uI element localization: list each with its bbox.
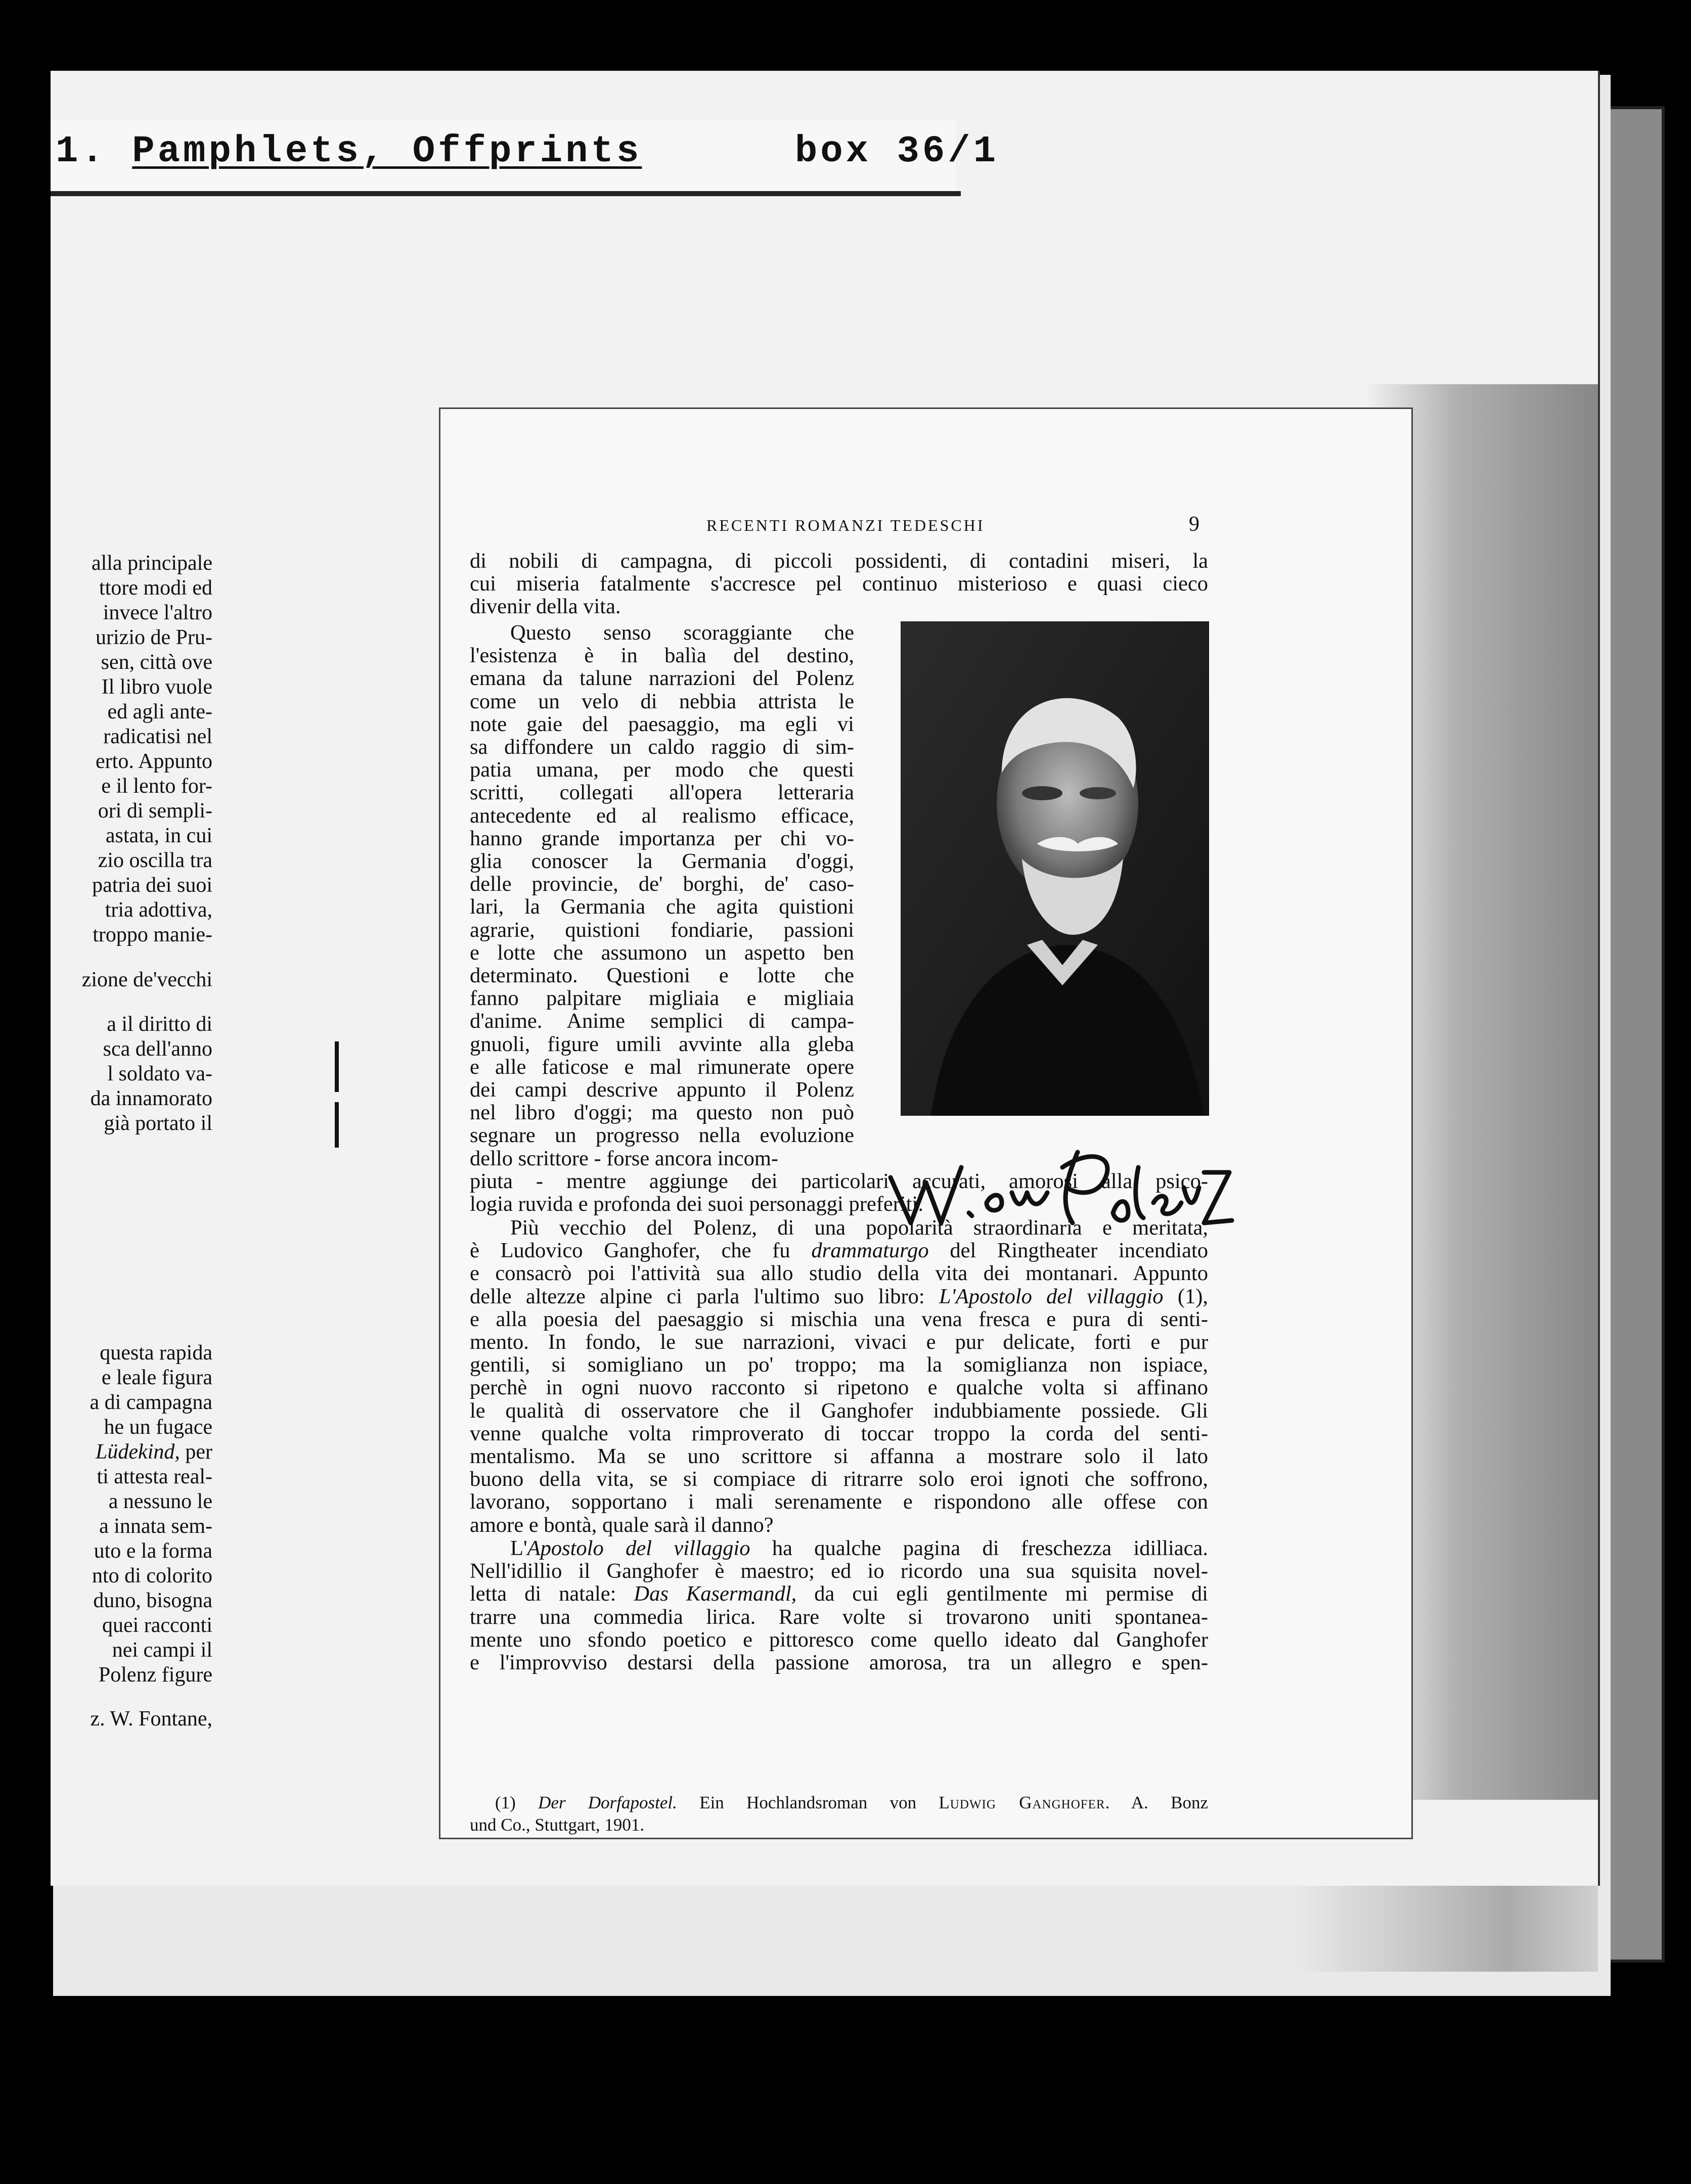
article-line: come un velo di nebbia attrista le (470, 689, 854, 713)
line-text: (1), (1163, 1284, 1209, 1308)
article-line (470, 1239, 1208, 1262)
article-line: delle provincie, de' borghi, de' caso- (470, 872, 854, 896)
line-text: e alla poesia del paesaggio si mischia una vena fresca e pura di senti- (470, 1307, 1208, 1331)
article-line (470, 1468, 1208, 1490)
previous-page-line: sca dell'anno (103, 1037, 212, 1061)
article-page (439, 407, 1413, 1839)
article-line: d'anime. Anime semplici di campa- (470, 1009, 854, 1033)
previous-page-line: e leale figura (101, 1366, 212, 1389)
article-line: e alle faticose e mal rimunerate opere (470, 1055, 854, 1079)
previous-page-line: uto e la forma (94, 1539, 212, 1563)
previous-page-line: già portato il (104, 1112, 212, 1135)
line-text: da cui egli gentilmente mi permise di (796, 1582, 1208, 1606)
article-line: logia ruvida e profonda dei suoi personaggi preferiti. (470, 1192, 923, 1216)
article-line: divenir della vita. (470, 595, 621, 619)
previous-page-line: astata, in cui (105, 824, 212, 847)
line-text: e consacrò poi l'attività sua allo studio della vita dei montanari. Appunto (470, 1261, 1208, 1286)
italic-title: Apostolo del villaggio (527, 1536, 750, 1560)
previous-page-line: nei campi il (112, 1639, 212, 1662)
italic-title: L'Apostolo del villaggio (939, 1284, 1164, 1308)
article-line: scritti, collegati all'opera letteraria (470, 781, 854, 805)
previous-page-line: he un fugace (104, 1416, 212, 1439)
article-line (470, 1353, 1208, 1376)
article-line: antecedente ed al realismo efficace, (470, 803, 854, 828)
article-line: segnare un progresso nella evoluzione (470, 1123, 854, 1148)
previous-page-line: nto di colorito (92, 1564, 212, 1587)
previous-page-line: duno, bisogna (93, 1589, 212, 1612)
article-line: l'esistenza è in balìa del destino, (470, 644, 854, 668)
article-line: emana da talune narrazioni del Polenz (470, 666, 854, 691)
previous-page-line: a il diritto di (107, 1013, 212, 1036)
previous-page-line: a di campagna (90, 1391, 212, 1414)
article-line: Questo senso scoraggiante che (510, 621, 854, 645)
article-line (470, 1445, 1208, 1468)
footnote-title: Der Dorfapostel. (538, 1793, 677, 1812)
line-text: è Ludovico Ganghofer, che fu (470, 1239, 812, 1263)
article-line (470, 1331, 1208, 1353)
line-text: ha qualche pagina di freschezza idilliaca. (750, 1536, 1208, 1560)
article-line (470, 1537, 1208, 1560)
label-rule (51, 191, 961, 196)
previous-page-line: erto. Appunto (96, 750, 212, 773)
article-line (470, 1376, 1208, 1399)
previous-page-line: ti attesta real- (97, 1465, 212, 1488)
previous-page-line: zione de'vecchi (81, 968, 212, 991)
previous-page-line: e il lento for- (101, 775, 212, 798)
box-label: box 36/1 (794, 130, 999, 173)
paragraph-3 (470, 1216, 1208, 1536)
previous-page-line: urizio de Pru- (96, 626, 212, 649)
article-line (470, 1560, 1208, 1582)
article-line: e lotte che assumono un aspetto ben (470, 940, 854, 965)
article-line: fanno palpitare migliaia e migliaia (470, 986, 854, 1011)
line-text: trarre una commedia lirica. Rare volte si trovarono uniti spontanea- (470, 1605, 1208, 1629)
article-line (470, 1628, 1208, 1651)
portrait-photo (901, 621, 1209, 1116)
paragraph-1 (470, 550, 1208, 618)
line-text: del Ringtheater incendiato (928, 1239, 1209, 1263)
previous-page-line: a innata sem- (99, 1515, 212, 1538)
article-line (470, 1262, 1208, 1285)
previous-page-line: l soldato va- (107, 1062, 212, 1085)
previous-page-line: a nessuno le (108, 1490, 212, 1513)
article-line (470, 1490, 1208, 1513)
previous-page-line: Il libro vuole (101, 675, 212, 699)
previous-page-line: troppo manie- (93, 923, 212, 946)
article-line (470, 1514, 1208, 1536)
series-title: Pamphlets, Offprints (132, 130, 642, 173)
previous-page-line: da innamorato (90, 1087, 212, 1110)
previous-page-column (51, 551, 212, 1866)
paragraph-2 (470, 621, 854, 1170)
line-text: le qualità di osservatore che il Ganghofer indubbiamente possiede. Gli (470, 1398, 1208, 1423)
article-line (470, 1582, 1208, 1605)
previous-page-line: zio oscilla tra (98, 849, 212, 872)
footnote-text: Ein Hochlandsroman von (677, 1793, 939, 1812)
line-text: Nell'idillio il Ganghofer è maestro; ed io ricordo una sua squisita novel- (470, 1559, 1208, 1583)
previous-page-line: patria dei suoi (92, 874, 212, 897)
article-line (470, 1308, 1208, 1331)
footnote-text: (1) (495, 1793, 539, 1812)
line-text: buono della vita, se si compiace di ritrarre solo eroi ignoti che soffrono, (470, 1467, 1208, 1491)
line-text: delle altezze alpine ci parla l'ultimo suo libro: (470, 1284, 940, 1308)
article-line: di nobili di campagna, di piccoli possidenti, di contadini miseri, la (470, 549, 1208, 573)
italic-title: drammaturgo (811, 1239, 929, 1263)
line-text: mento. In fondo, le sue narrazioni, vivaci e pur delicate, forti e pur (470, 1330, 1208, 1354)
previous-page-line: quei racconti (102, 1614, 212, 1637)
previous-page-line: sen, città ove (101, 651, 212, 674)
article-line: lari, la Germania che agita quistioni (470, 895, 854, 919)
series-number: 1. (56, 130, 107, 173)
article-line (470, 1606, 1208, 1628)
previous-page-line: ttore modi ed (99, 576, 212, 600)
article-line: agrarie, quistioni fondiarie, passioni (470, 918, 854, 942)
article-line: gnuoli, figure umili avvinte alla gleba (470, 1032, 854, 1056)
article-line (470, 1399, 1208, 1422)
footnote-line: und Co., Stuttgart, 1901. (470, 1815, 645, 1835)
paragraph-4 (470, 1537, 1208, 1674)
article-line: piuta - mentre aggiunge dei particolari accurati, amorosi alla psico- (470, 1169, 1208, 1193)
footnote-author: Ludwig Ganghofer (939, 1793, 1105, 1812)
article-line: glia conoscer la Germania d'oggi, (470, 849, 854, 874)
article-line (470, 1216, 1208, 1239)
line-text: lavorano, sopportano i mali serenamente e rispondono alle offese con (470, 1490, 1208, 1514)
line-text: mente uno sfondo poetico e pittoresco come quello ideato dal Ganghofer (470, 1627, 1208, 1652)
previous-page-line: ori di sempli- (98, 799, 212, 823)
footnote-text: . A. Bonz (1105, 1793, 1208, 1812)
line-text: gentili, si somigliano un po' troppo; ma la somiglianza non ispiace, (470, 1353, 1208, 1377)
italic-title: Das Kasermandl, (634, 1582, 797, 1606)
line-text: Più vecchio del Polenz, di una popolarità straordinaria e meritata, (510, 1216, 1208, 1240)
previous-page-line: invece l'altro (103, 601, 212, 624)
line-text: letta di natale: (470, 1582, 634, 1606)
previous-page-line: radicatisi nel (103, 725, 212, 748)
line-text: mentalismo. Ma se uno scrittore si affanna a mostrare solo il lato (470, 1444, 1208, 1469)
previous-page-line: z. W. Fontane, (90, 1707, 212, 1731)
article-line (470, 1285, 1208, 1308)
footnote-line (470, 1792, 1208, 1814)
line-text: e l'improvviso destarsi della passione amorosa, tra un allegro e spen- (470, 1651, 1208, 1675)
article-line: dei campi descrive appunto il Polenz (470, 1078, 854, 1102)
archive-label-text (56, 130, 999, 173)
previous-page-line: ed agli ante- (107, 700, 212, 723)
footnote (470, 1792, 1208, 1836)
previous-page-line: tria adottiva, (105, 898, 212, 922)
paragraph-2-cont (470, 1170, 1208, 1215)
author-portrait (901, 621, 1209, 1116)
margin-mark (335, 1041, 339, 1092)
line-text: amore e bontà, quale sarà il danno? (470, 1513, 774, 1537)
article-line: hanno grande importanza per chi vo- (470, 826, 854, 850)
previous-page-line: questa rapida (100, 1341, 212, 1364)
line-text: venne qualche volta rimproverato di toccar troppo la corda del senti- (470, 1421, 1208, 1445)
article-line: dello scrittore - forse ancora incom- (470, 1146, 779, 1170)
line-text: perchè in ogni nuovo racconto si ripetono e qualche volta si affinano (470, 1376, 1208, 1400)
article-line: note gaie del paesaggio, ma egli vi (470, 712, 854, 736)
article-line: nel libro d'oggi; ma questo non può (470, 1101, 854, 1125)
article-line (470, 1651, 1208, 1674)
running-head: RECENTI ROMANZI TEDESCHI (706, 516, 985, 534)
article-line: cui miseria fatalmente s'accresce pel continuo misterioso e quasi cieco (470, 572, 1208, 596)
previous-page-line: Polenz figure (98, 1663, 212, 1687)
page-number: 9 (1189, 513, 1199, 536)
previous-page-line: alla principale (91, 552, 212, 575)
article-line: patia umana, per modo che questi (470, 758, 854, 782)
line-text: L' (510, 1536, 527, 1560)
article-line: determinato. Questioni e lotte che (470, 964, 854, 988)
margin-mark (335, 1102, 339, 1148)
article-line: sa diffondere un caldo raggio di sim- (470, 735, 854, 759)
article-line (470, 1422, 1208, 1445)
previous-page-italic: Lüdekind, (96, 1440, 180, 1464)
previous-page-line: Lüdekind, per (96, 1440, 212, 1464)
